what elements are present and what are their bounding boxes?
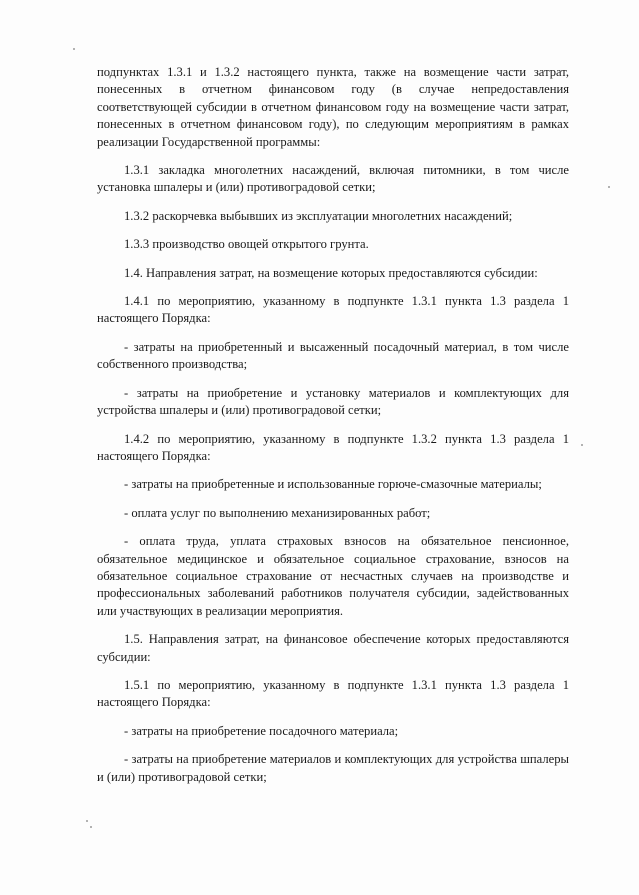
paragraph-1-5-1: 1.5.1 по мероприятию, указанному в подпункте 1.3.1 пункта 1.3 раздела 1 настоящего Порядка:: [97, 677, 569, 710]
scan-speck: [581, 444, 583, 446]
scan-speck: [608, 186, 610, 188]
scan-speck: [86, 820, 88, 822]
document-body: [97, 64, 569, 795]
list-item-labor-insurance: - оплата труда, уплата страховых взносов на обязательное пенсионное, обязательное медицинское и обязательное социальное страхование, взносов на обязательное социальное страхование от несчастных случаев на производстве и профессиональных заболеваний работников получателя субсидии, задействованных или участвующих в реализации мероприятия.: [97, 534, 569, 618]
paragraph-1-4-2: 1.4.2 по мероприятию, указанному в подпункте 1.3.2 пункта 1.3 раздела 1 настоящего Порядка:: [97, 431, 569, 463]
paragraph-1-5: 1.5. Направления затрат, на финансовое обеспечение которых предоставляются субсидии:: [97, 632, 569, 664]
list-item-fuel-lubricants: - затраты на приобретенные и использованные горюче-смазочные материалы;: [124, 477, 542, 492]
paragraph-1-4-1: 1.4.1 по мероприятию, указанному в подпункте 1.3.1 пункта 1.3 раздела 1 настоящего Порядка:: [97, 294, 569, 326]
scan-speck: [73, 48, 75, 50]
list-item-planting-material: - затраты на приобретенный и высаженный посадочный материал, в том числе собственного производства;: [97, 339, 569, 372]
paragraph-intro-continuation: подпунктах 1.3.1 и 1.3.2 настоящего пункта, также на возмещение части затрат, понесенных в отчетном финансовом году (в случае непредоставления соответствующей субсидии в отчетном финансовом году на возмещение части затрат, понесенных в отчетном финансовом году), по следующим мероприятиям в рамках реализации Государственной программы:: [97, 65, 569, 149]
paragraph-1-3-2: 1.3.2 раскорчевка выбывших из эксплуатации многолетних насаждений;: [124, 208, 513, 223]
paragraph-1-3-1: 1.3.1 закладка многолетних насаждений, включая питомники, в том числе установка шпалеры и (или) противоградовой сетки;: [97, 163, 569, 195]
paragraph-1-3-3: 1.3.3 производство овощей открытого грунта.: [124, 237, 369, 252]
list-item-mechanized-works: - оплата услуг по выполнению механизированных работ;: [124, 505, 431, 520]
scan-speck: [90, 826, 92, 828]
list-item-trellis-purchase: - затраты на приобретение материалов и комплектующих для устройства шпалеры и (или) противоградовой сетки;: [97, 752, 569, 784]
paragraph-1-4: 1.4. Направления затрат, на возмещение которых предоставляются субсидии:: [124, 265, 538, 280]
list-item-planting-purchase: - затраты на приобретение посадочного материала;: [124, 723, 399, 738]
list-item-trellis-materials: - затраты на приобретение и установку материалов и комплектующих для устройства шпалеры и (или) противоградовой сетки;: [97, 385, 569, 418]
